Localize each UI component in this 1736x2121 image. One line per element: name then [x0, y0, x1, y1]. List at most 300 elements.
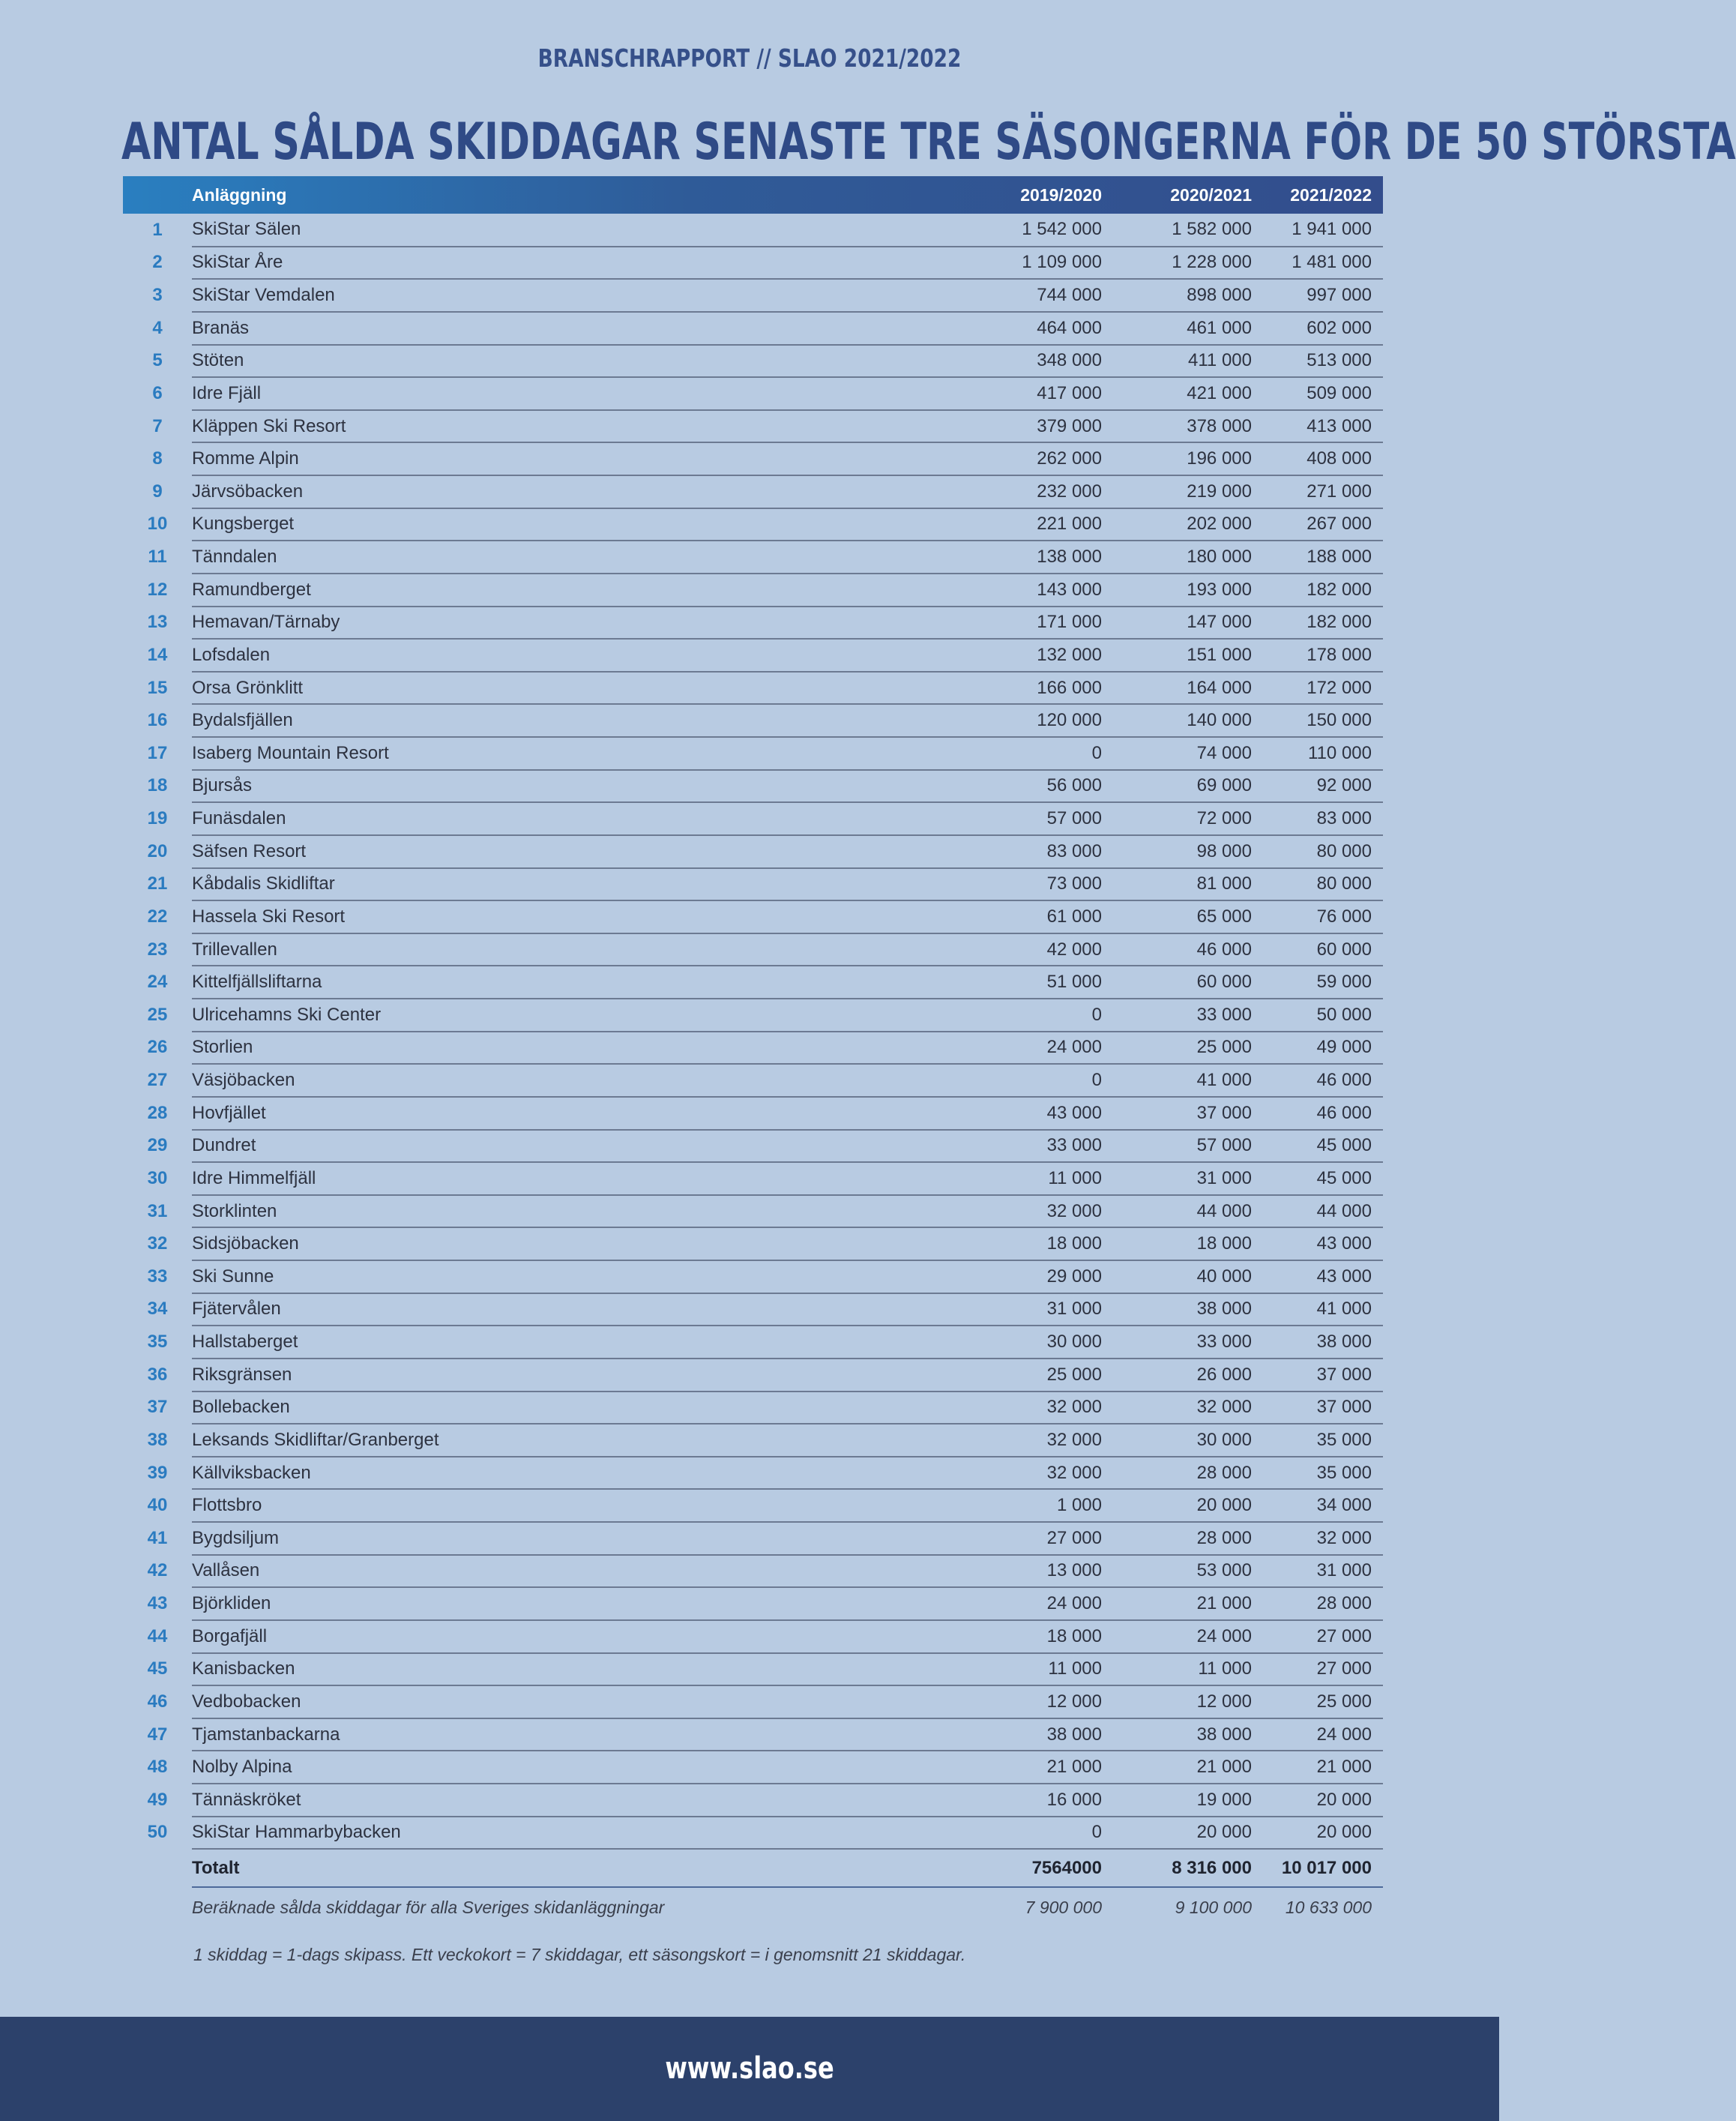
rank-cell: 27 — [147, 1070, 168, 1091]
facility-cell: Kåbdalis Skidliftar — [192, 868, 952, 901]
season-2021-2022-cell: 997 000 — [1252, 279, 1383, 312]
facility-cell: Isaberg Mountain Resort — [192, 737, 952, 770]
table-row — [123, 1489, 1383, 1522]
facility-cell: Bjursås — [192, 770, 952, 803]
season-2020-2021-cell: 60 000 — [1102, 966, 1252, 999]
total-2021-2022: 10 017 000 — [1252, 1849, 1383, 1887]
rank-cell: 13 — [147, 612, 168, 633]
facility-cell: Björkliden — [192, 1587, 952, 1620]
season-2019-2020-cell: 166 000 — [952, 672, 1102, 705]
facility-cell: Bygdsiljum — [192, 1522, 952, 1555]
table-row — [123, 900, 1383, 933]
season-2019-2020-cell: 43 000 — [952, 1097, 1102, 1130]
footer-url-link[interactable]: www.slao.se — [665, 2051, 834, 2086]
season-2020-2021-cell: 180 000 — [1102, 541, 1252, 574]
season-2020-2021-cell: 57 000 — [1102, 1130, 1252, 1163]
facility-cell: Tännäskröket — [192, 1784, 952, 1817]
facility-cell: Hassela Ski Resort — [192, 900, 952, 933]
season-2020-2021-cell: 30 000 — [1102, 1424, 1252, 1457]
season-2021-2022-cell: 49 000 — [1252, 1032, 1383, 1065]
season-2019-2020-cell: 1 109 000 — [952, 247, 1102, 280]
rank-cell: 6 — [152, 382, 163, 403]
season-2019-2020-cell: 348 000 — [952, 345, 1102, 378]
table-row — [123, 1653, 1383, 1686]
facility-cell: Nolby Alpina — [192, 1751, 952, 1784]
season-2021-2022-cell: 21 000 — [1252, 1751, 1383, 1784]
table-row — [123, 1097, 1383, 1130]
season-2021-2022-cell: 24 000 — [1252, 1718, 1383, 1751]
rank-cell: 38 — [147, 1429, 168, 1450]
season-2019-2020-cell: 232 000 — [952, 475, 1102, 508]
season-2019-2020-cell: 12 000 — [952, 1685, 1102, 1718]
table-row — [123, 933, 1383, 966]
season-2019-2020-cell: 42 000 — [952, 933, 1102, 966]
season-2021-2022-cell: 76 000 — [1252, 900, 1383, 933]
table-row — [123, 410, 1383, 443]
rank-cell: 9 — [152, 481, 163, 502]
season-2021-2022-cell: 602 000 — [1252, 312, 1383, 345]
season-2019-2020-cell: 464 000 — [952, 312, 1102, 345]
rank-cell: 31 — [147, 1200, 168, 1221]
facility-cell: Vedbobacken — [192, 1685, 952, 1718]
rank-cell: 7 — [152, 415, 163, 436]
season-2020-2021-cell: 81 000 — [1102, 868, 1252, 901]
rank-cell: 14 — [147, 644, 168, 665]
season-2019-2020-cell: 25 000 — [952, 1359, 1102, 1392]
season-2021-2022-cell: 50 000 — [1252, 999, 1383, 1032]
season-2019-2020-cell: 379 000 — [952, 410, 1102, 443]
rank-cell: 33 — [147, 1266, 168, 1287]
table-row — [123, 1620, 1383, 1653]
season-2020-2021-cell: 28 000 — [1102, 1457, 1252, 1490]
season-2021-2022-cell: 32 000 — [1252, 1522, 1383, 1555]
season-2019-2020-cell: 744 000 — [952, 279, 1102, 312]
season-2021-2022-cell: 59 000 — [1252, 966, 1383, 999]
rank-cell: 39 — [147, 1462, 168, 1483]
season-2021-2022-cell: 271 000 — [1252, 475, 1383, 508]
facility-cell: Trillevallen — [192, 933, 952, 966]
total-2019-2020: 7564000 — [952, 1849, 1102, 1887]
estimate-2021-2022: 10 633 000 — [1285, 1898, 1372, 1918]
season-2020-2021-cell: 219 000 — [1102, 475, 1252, 508]
season-2021-2022-cell: 45 000 — [1252, 1130, 1383, 1163]
facility-cell: Lofsdalen — [192, 639, 952, 672]
season-2021-2022-cell: 182 000 — [1252, 574, 1383, 607]
table-row — [123, 1424, 1383, 1457]
facility-cell: Dundret — [192, 1130, 952, 1163]
facility-cell: Bydalsfjällen — [192, 704, 952, 737]
rank-cell: 29 — [147, 1135, 168, 1156]
facility-cell: Storklinten — [192, 1195, 952, 1228]
season-2019-2020-cell: 13 000 — [952, 1555, 1102, 1588]
facility-cell: Storlien — [192, 1032, 952, 1065]
table-row — [123, 1359, 1383, 1392]
season-2021-2022-cell: 35 000 — [1252, 1424, 1383, 1457]
season-2019-2020-cell: 32 000 — [952, 1457, 1102, 1490]
table-row — [123, 607, 1383, 640]
season-2021-2022-cell: 60 000 — [1252, 933, 1383, 966]
season-2020-2021-cell: 411 000 — [1102, 345, 1252, 378]
season-2019-2020-cell: 32 000 — [952, 1392, 1102, 1424]
table-row — [123, 1130, 1383, 1163]
season-2021-2022-cell: 45 000 — [1252, 1162, 1383, 1195]
season-2020-2021-cell: 40 000 — [1102, 1260, 1252, 1293]
season-2020-2021-cell: 140 000 — [1102, 704, 1252, 737]
rank-cell: 37 — [147, 1397, 168, 1418]
season-2019-2020-cell: 0 — [952, 1817, 1102, 1850]
season-2021-2022-cell: 37 000 — [1252, 1392, 1383, 1424]
facility-cell: Järvsöbacken — [192, 475, 952, 508]
table-row — [123, 1260, 1383, 1293]
facility-cell: Sidsjöbacken — [192, 1227, 952, 1260]
facility-cell: Ulricehamns Ski Center — [192, 999, 952, 1032]
rank-cell: 8 — [152, 448, 163, 469]
facility-cell: Kittelfjällsliftarna — [192, 966, 952, 999]
season-2021-2022-cell: 1 941 000 — [1252, 214, 1383, 247]
season-2021-2022-cell: 35 000 — [1252, 1457, 1383, 1490]
table-row — [123, 999, 1383, 1032]
table-row — [123, 672, 1383, 705]
rank-cell: 25 — [147, 1004, 168, 1025]
total-2020-2021: 8 316 000 — [1102, 1849, 1252, 1887]
table-row — [123, 345, 1383, 378]
facility-cell: Borgafjäll — [192, 1620, 952, 1653]
season-2020-2021-cell: 33 000 — [1102, 1326, 1252, 1359]
season-2021-2022-cell: 267 000 — [1252, 508, 1383, 541]
rank-cell: 32 — [147, 1233, 168, 1254]
ski-days-table — [123, 176, 1383, 1928]
season-2021-2022-cell: 83 000 — [1252, 802, 1383, 835]
rank-cell: 46 — [147, 1691, 168, 1712]
facility-cell: Ski Sunne — [192, 1260, 952, 1293]
table-row — [123, 1587, 1383, 1620]
table-row — [123, 1718, 1383, 1751]
season-2019-2020-cell: 24 000 — [952, 1587, 1102, 1620]
rank-cell: 21 — [147, 873, 168, 894]
season-2021-2022-cell: 408 000 — [1252, 442, 1383, 475]
table-row — [123, 1032, 1383, 1065]
facility-cell: Källviksbacken — [192, 1457, 952, 1490]
season-2020-2021-cell: 38 000 — [1102, 1718, 1252, 1751]
season-2019-2020-cell: 11 000 — [952, 1162, 1102, 1195]
rank-cell: 45 — [147, 1658, 168, 1679]
season-2019-2020-cell: 31 000 — [952, 1293, 1102, 1326]
column-header-season-2021-2022: 2021/2022 — [1290, 184, 1372, 205]
season-2021-2022-cell: 46 000 — [1252, 1064, 1383, 1097]
season-2020-2021-cell: 196 000 — [1102, 442, 1252, 475]
season-2019-2020-cell: 73 000 — [952, 868, 1102, 901]
rank-cell: 17 — [147, 742, 168, 763]
rank-cell: 30 — [147, 1167, 168, 1188]
season-2021-2022-cell: 31 000 — [1252, 1555, 1383, 1588]
season-2019-2020-cell: 138 000 — [952, 541, 1102, 574]
table-body — [123, 214, 1383, 1849]
facility-cell: SkiStar Åre — [192, 247, 952, 280]
facility-cell: Hemavan/Tärnaby — [192, 607, 952, 640]
rank-cell: 18 — [147, 775, 168, 796]
season-2020-2021-cell: 18 000 — [1102, 1227, 1252, 1260]
season-2019-2020-cell: 0 — [952, 1064, 1102, 1097]
rank-cell: 48 — [147, 1757, 168, 1778]
rank-cell: 10 — [147, 514, 168, 535]
rank-cell: 49 — [147, 1789, 168, 1810]
season-2021-2022-cell: 150 000 — [1252, 704, 1383, 737]
rank-cell: 35 — [147, 1332, 168, 1353]
season-2019-2020-cell: 32 000 — [952, 1195, 1102, 1228]
table-row — [123, 1457, 1383, 1490]
season-2020-2021-cell: 421 000 — [1102, 377, 1252, 410]
rank-cell: 15 — [147, 677, 168, 698]
season-2019-2020-cell: 32 000 — [952, 1424, 1102, 1457]
table-row — [123, 214, 1383, 247]
season-2019-2020-cell: 29 000 — [952, 1260, 1102, 1293]
facility-cell: Riksgränsen — [192, 1359, 952, 1392]
season-2020-2021-cell: 898 000 — [1102, 279, 1252, 312]
season-2021-2022-cell: 1 481 000 — [1252, 247, 1383, 280]
season-2020-2021-cell: 19 000 — [1102, 1784, 1252, 1817]
facility-cell: Funäsdalen — [192, 802, 952, 835]
season-2020-2021-cell: 65 000 — [1102, 900, 1252, 933]
season-2020-2021-cell: 24 000 — [1102, 1620, 1252, 1653]
season-2019-2020-cell: 0 — [952, 737, 1102, 770]
season-2020-2021-cell: 20 000 — [1102, 1817, 1252, 1850]
facility-cell: Idre Fjäll — [192, 377, 952, 410]
rank-cell: 44 — [147, 1625, 168, 1646]
rank-cell: 1 — [152, 219, 163, 240]
facility-cell: SkiStar Sälen — [192, 214, 952, 247]
table-row — [123, 704, 1383, 737]
season-2020-2021-cell: 41 000 — [1102, 1064, 1252, 1097]
estimate-label: Beräknade sålda skiddagar för alla Sveriges skidanläggningar — [192, 1898, 665, 1918]
table-row — [123, 966, 1383, 999]
facility-cell: Flottsbro — [192, 1489, 952, 1522]
season-2020-2021-cell: 1 228 000 — [1102, 247, 1252, 280]
season-2019-2020-cell: 171 000 — [952, 607, 1102, 640]
season-2020-2021-cell: 21 000 — [1102, 1587, 1252, 1620]
season-2019-2020-cell: 18 000 — [952, 1227, 1102, 1260]
facility-cell: Vallåsen — [192, 1555, 952, 1588]
season-2020-2021-cell: 378 000 — [1102, 410, 1252, 443]
table-row — [123, 1751, 1383, 1784]
facility-cell: Branäs — [192, 312, 952, 345]
season-2019-2020-cell: 143 000 — [952, 574, 1102, 607]
season-2020-2021-cell: 202 000 — [1102, 508, 1252, 541]
facility-cell: SkiStar Vemdalen — [192, 279, 952, 312]
season-2021-2022-cell: 80 000 — [1252, 868, 1383, 901]
season-2020-2021-cell: 33 000 — [1102, 999, 1252, 1032]
season-2021-2022-cell: 27 000 — [1252, 1620, 1383, 1653]
season-2019-2020-cell: 221 000 — [952, 508, 1102, 541]
season-2020-2021-cell: 28 000 — [1102, 1522, 1252, 1555]
season-2020-2021-cell: 74 000 — [1102, 737, 1252, 770]
facility-cell: Hovfjället — [192, 1097, 952, 1130]
table-row — [123, 574, 1383, 607]
total-label: Totalt — [192, 1849, 952, 1887]
season-2021-2022-cell: 178 000 — [1252, 639, 1383, 672]
rank-cell: 34 — [147, 1299, 168, 1320]
season-2020-2021-cell: 1 582 000 — [1102, 214, 1252, 247]
rank-cell: 50 — [147, 1822, 168, 1843]
season-2019-2020-cell: 120 000 — [952, 704, 1102, 737]
season-2019-2020-cell: 27 000 — [952, 1522, 1102, 1555]
season-2021-2022-cell: 513 000 — [1252, 345, 1383, 378]
facility-cell: Hallstaberget — [192, 1326, 952, 1359]
facility-cell: Säfsen Resort — [192, 835, 952, 868]
season-2021-2022-cell: 182 000 — [1252, 607, 1383, 640]
table-row — [123, 475, 1383, 508]
season-2019-2020-cell: 21 000 — [952, 1751, 1102, 1784]
table-row — [123, 770, 1383, 803]
season-2020-2021-cell: 37 000 — [1102, 1097, 1252, 1130]
facility-cell: Kungsberget — [192, 508, 952, 541]
facility-cell: Kläppen Ski Resort — [192, 410, 952, 443]
table-row — [123, 442, 1383, 475]
table-row — [123, 312, 1383, 345]
table-row — [123, 1162, 1383, 1195]
facility-cell: Leksands Skidliftar/Granberget — [192, 1424, 952, 1457]
season-2021-2022-cell: 41 000 — [1252, 1293, 1383, 1326]
season-2019-2020-cell: 51 000 — [952, 966, 1102, 999]
season-2019-2020-cell: 83 000 — [952, 835, 1102, 868]
facility-cell: Tjamstanbackarna — [192, 1718, 952, 1751]
season-2020-2021-cell: 72 000 — [1102, 802, 1252, 835]
season-2019-2020-cell: 18 000 — [952, 1620, 1102, 1653]
season-2019-2020-cell: 1 000 — [952, 1489, 1102, 1522]
rank-cell: 20 — [147, 840, 168, 861]
facility-cell: Kanisbacken — [192, 1653, 952, 1686]
rank-cell: 23 — [147, 939, 168, 960]
total-row — [123, 1849, 1383, 1887]
season-2021-2022-cell: 34 000 — [1252, 1489, 1383, 1522]
estimate-2020-2021: 9 100 000 — [1175, 1898, 1252, 1918]
season-2019-2020-cell: 16 000 — [952, 1784, 1102, 1817]
estimate-row — [123, 1887, 1383, 1928]
table-row — [123, 1685, 1383, 1718]
rank-cell: 42 — [147, 1560, 168, 1581]
facility-cell: Ramundberget — [192, 574, 952, 607]
season-2021-2022-cell: 20 000 — [1252, 1784, 1383, 1817]
season-2021-2022-cell: 80 000 — [1252, 835, 1383, 868]
season-2020-2021-cell: 164 000 — [1102, 672, 1252, 705]
season-2019-2020-cell: 57 000 — [952, 802, 1102, 835]
rank-cell: 11 — [148, 547, 167, 568]
rank-cell: 19 — [147, 808, 168, 829]
rank-cell: 4 — [152, 317, 163, 338]
table-row — [123, 1195, 1383, 1228]
estimate-2019-2020: 7 900 000 — [1025, 1898, 1102, 1918]
season-2020-2021-cell: 26 000 — [1102, 1359, 1252, 1392]
season-2019-2020-cell: 33 000 — [952, 1130, 1102, 1163]
rank-cell: 22 — [147, 906, 168, 927]
season-2020-2021-cell: 12 000 — [1102, 1685, 1252, 1718]
facility-cell: Romme Alpin — [192, 442, 952, 475]
season-2020-2021-cell: 25 000 — [1102, 1032, 1252, 1065]
season-2020-2021-cell: 11 000 — [1102, 1653, 1252, 1686]
season-2020-2021-cell: 44 000 — [1102, 1195, 1252, 1228]
season-2020-2021-cell: 69 000 — [1102, 770, 1252, 803]
season-2021-2022-cell: 92 000 — [1252, 770, 1383, 803]
table-row — [123, 279, 1383, 312]
season-2021-2022-cell: 25 000 — [1252, 1685, 1383, 1718]
table-row — [123, 1555, 1383, 1588]
season-2021-2022-cell: 46 000 — [1252, 1097, 1383, 1130]
table-row — [123, 802, 1383, 835]
facility-cell: Bollebacken — [192, 1392, 952, 1424]
season-2019-2020-cell: 417 000 — [952, 377, 1102, 410]
rank-cell: 43 — [147, 1593, 168, 1614]
table-row — [123, 1817, 1383, 1850]
facility-cell: Väsjöbacken — [192, 1064, 952, 1097]
table-row — [123, 541, 1383, 574]
season-2019-2020-cell: 56 000 — [952, 770, 1102, 803]
season-2020-2021-cell: 151 000 — [1102, 639, 1252, 672]
season-2020-2021-cell: 21 000 — [1102, 1751, 1252, 1784]
season-2019-2020-cell: 11 000 — [952, 1653, 1102, 1686]
table-row — [123, 377, 1383, 410]
column-header-season-2020-2021: 2020/2021 — [1170, 184, 1252, 205]
table-row — [123, 1293, 1383, 1326]
rank-cell: 26 — [147, 1037, 168, 1058]
page-title: ANTAL SÅLDA SKIDDAGAR SENASTE TRE SÄSONGERNA FÖR DE 50 STÖRSTA — [121, 112, 1736, 172]
season-2021-2022-cell: 43 000 — [1252, 1227, 1383, 1260]
column-header-season-2019-2020: 2019/2020 — [1020, 184, 1102, 205]
season-2020-2021-cell: 53 000 — [1102, 1555, 1252, 1588]
rank-cell: 5 — [152, 350, 163, 371]
table-row — [123, 1784, 1383, 1817]
facility-cell: Idre Himmelfjäll — [192, 1162, 952, 1195]
footnote: 1 skiddag = 1-dags skipass. Ett veckokort = 7 skiddagar, ett säsongskort = i genomsnitt 21 skiddagar. — [193, 1945, 966, 1964]
table-row — [123, 508, 1383, 541]
season-2021-2022-cell: 43 000 — [1252, 1260, 1383, 1293]
table-row — [123, 1227, 1383, 1260]
season-2021-2022-cell: 20 000 — [1252, 1817, 1383, 1850]
facility-cell: Orsa Grönklitt — [192, 672, 952, 705]
table-row — [123, 737, 1383, 770]
season-2020-2021-cell: 38 000 — [1102, 1293, 1252, 1326]
season-2021-2022-cell: 172 000 — [1252, 672, 1383, 705]
rank-cell: 36 — [147, 1364, 168, 1385]
report-header-label: BRANSCHRAPPORT // SLAO 2021/2022 — [537, 43, 962, 73]
table-row — [123, 639, 1383, 672]
rank-cell: 2 — [152, 252, 163, 273]
season-2019-2020-cell: 24 000 — [952, 1032, 1102, 1065]
rank-cell: 16 — [147, 710, 168, 731]
table-row — [123, 1392, 1383, 1424]
season-2021-2022-cell: 509 000 — [1252, 377, 1383, 410]
season-2021-2022-cell: 413 000 — [1252, 410, 1383, 443]
rank-cell: 12 — [147, 579, 168, 600]
facility-cell: Fjätervålen — [192, 1293, 952, 1326]
rank-cell: 40 — [147, 1495, 168, 1516]
season-2021-2022-cell: 27 000 — [1252, 1653, 1383, 1686]
table-row — [123, 1326, 1383, 1359]
table-header-row — [123, 176, 1383, 214]
table-row — [123, 1064, 1383, 1097]
rank-cell: 47 — [147, 1724, 168, 1745]
table-row — [123, 835, 1383, 868]
season-2019-2020-cell: 0 — [952, 999, 1102, 1032]
season-2020-2021-cell: 193 000 — [1102, 574, 1252, 607]
season-2021-2022-cell: 37 000 — [1252, 1359, 1383, 1392]
season-2020-2021-cell: 461 000 — [1102, 312, 1252, 345]
rank-cell: 41 — [147, 1527, 168, 1548]
season-2019-2020-cell: 132 000 — [952, 639, 1102, 672]
table-row — [123, 247, 1383, 280]
season-2020-2021-cell: 32 000 — [1102, 1392, 1252, 1424]
rank-cell: 28 — [147, 1102, 168, 1123]
season-2021-2022-cell: 110 000 — [1252, 737, 1383, 770]
season-2019-2020-cell: 1 542 000 — [952, 214, 1102, 247]
